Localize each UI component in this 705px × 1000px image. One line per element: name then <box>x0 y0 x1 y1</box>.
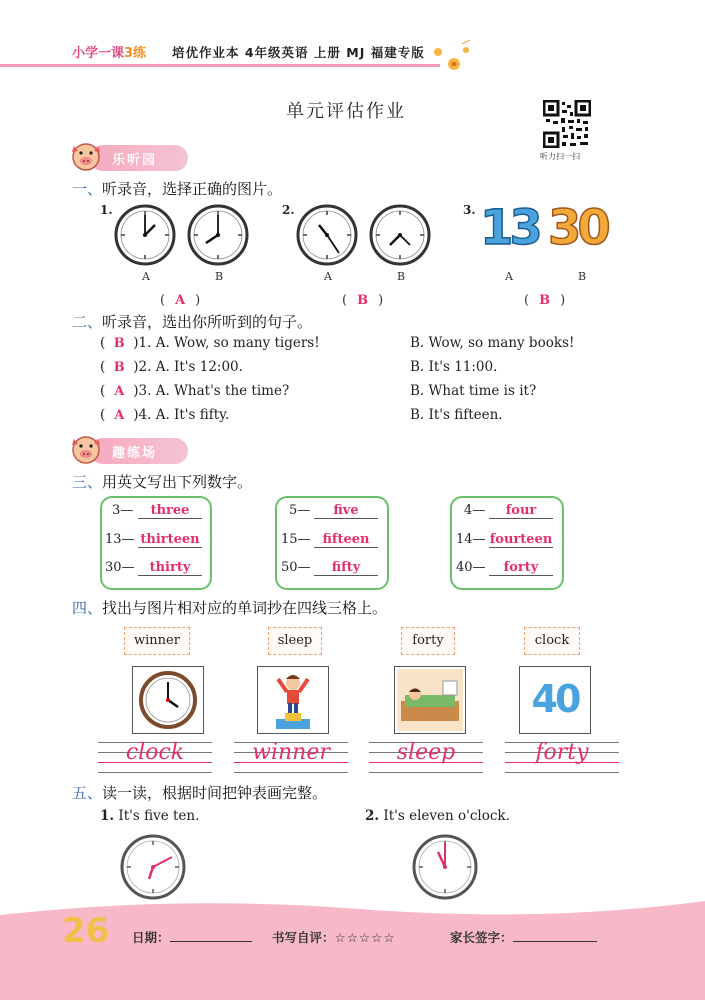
writing-label: 书写自评： <box>272 930 335 945</box>
date-label: 日期： <box>132 930 170 945</box>
section2-num: 二、 <box>72 313 103 331</box>
s1-q1-option-b: B <box>215 270 224 283</box>
s1-q1-option-a: A <box>142 270 150 283</box>
writing-self-eval <box>272 928 396 946</box>
picture-forty <box>519 666 591 734</box>
num-label: 15— <box>281 532 311 547</box>
num-answer[interactable]: three <box>138 503 202 519</box>
s5-item-2-text: It's eleven o'clock. <box>383 808 510 824</box>
s1-q1-answer-blank[interactable] <box>160 289 200 308</box>
s5-item-2-label: 2. <box>365 808 380 824</box>
s2-q1-answer[interactable]: B <box>113 336 125 351</box>
s2-q4-option-b: B. It's fifteen. <box>410 407 503 423</box>
num-label: 5— <box>289 503 311 518</box>
handwritten-answer: winner <box>252 740 330 765</box>
paren-open: ( <box>100 335 106 351</box>
clock-drawing-2[interactable] <box>410 832 480 902</box>
four-line-grid-1[interactable] <box>98 742 212 772</box>
banner-listening-label: 乐听园 <box>112 153 158 168</box>
s1-q3-answer: B <box>539 293 551 308</box>
handwritten-answer: sleep <box>396 740 456 765</box>
forty-badge <box>520 667 590 731</box>
flower-decoration-icon <box>424 40 474 74</box>
s1-q2-answer: B <box>357 293 369 308</box>
s2-q3-option-a: )3. A. What's the time? <box>133 383 290 399</box>
num-answer[interactable]: fifteen <box>314 532 378 548</box>
section1-heading <box>72 178 282 199</box>
sleeping-boy-icon <box>395 667 465 733</box>
section4-text: 找出与图片相对应的单词抄在四线三格上。 <box>102 599 388 617</box>
pig-mascot-icon <box>68 431 104 467</box>
section5-text: 读一读，根据时间把钟表画完整。 <box>102 784 328 802</box>
num-label: 40— <box>456 560 486 575</box>
s2-row-2 <box>100 359 243 375</box>
num-answer[interactable]: fourteen <box>489 532 553 547</box>
section4-num: 四、 <box>72 599 103 617</box>
clock-icon <box>186 203 250 267</box>
s1-q1-answer: A <box>175 293 186 308</box>
s5-item-1-label: 1. <box>100 808 115 824</box>
four-line-grid-3[interactable] <box>369 742 483 772</box>
num-answer[interactable]: five <box>314 503 378 519</box>
clock-icon <box>113 203 177 267</box>
s2-q4-option-a: )4. A. It's fifty. <box>133 407 230 423</box>
s5-item-1 <box>100 808 199 824</box>
num-answer[interactable]: fifty <box>314 560 378 576</box>
s2-q1-option-a: )1. A. Wow, so many tigers! <box>133 335 320 351</box>
s1-q1-label: 1. <box>100 203 113 217</box>
picture-sleep <box>394 666 466 734</box>
s2-row-4 <box>100 407 229 423</box>
paren-open: ( <box>100 383 106 399</box>
paren-open: ( <box>160 293 166 308</box>
parent-signature-field[interactable] <box>450 928 597 946</box>
s1-q3-option-b: B <box>578 270 587 283</box>
paren-close: ) <box>378 293 384 308</box>
brand-part1: 小学一课 <box>72 46 125 61</box>
s2-q4-answer[interactable]: A <box>114 408 125 423</box>
number-13-picture: 13 <box>480 200 539 256</box>
section2-text: 听录音，选出你所听到的句子。 <box>102 313 313 331</box>
section4-heading <box>72 597 387 618</box>
num-label: 13— <box>105 532 135 547</box>
clock-icon <box>368 203 432 267</box>
word-card-winner: winner <box>124 627 190 655</box>
clock-icon <box>295 203 359 267</box>
s5-item-1-text: It's five ten. <box>118 808 200 824</box>
s1-q3-option-a: A <box>505 270 513 283</box>
paren-close: ) <box>560 293 566 308</box>
four-line-grid-4[interactable] <box>505 742 619 772</box>
num-answer[interactable]: forty <box>489 560 553 576</box>
s1-q3-answer-blank[interactable] <box>524 289 565 308</box>
picture-clock <box>132 666 204 734</box>
handwritten-answer: clock <box>125 740 185 765</box>
section5-heading <box>72 782 327 803</box>
num-label: 14— <box>456 532 486 547</box>
s2-q2-answer[interactable]: B <box>113 360 125 375</box>
s2-q2-option-a: )2. A. It's 12:00. <box>133 359 243 375</box>
s2-q1-option-b: B. Wow, so many books! <box>410 335 575 351</box>
paren-open: ( <box>100 407 106 423</box>
brand-logo <box>72 42 146 61</box>
s2-q2-option-b: B. It's 11:00. <box>410 359 498 375</box>
rating-stars-icon[interactable]: ☆☆☆☆☆ <box>334 930 396 945</box>
num-answer[interactable]: thirteen <box>138 532 202 548</box>
s1-q2-label: 2. <box>282 203 295 217</box>
banner-practice-label: 趣练场 <box>112 446 158 461</box>
picture-winner <box>257 666 329 734</box>
s2-q3-option-b: B. What time is it? <box>410 383 537 399</box>
section2-heading <box>72 311 312 332</box>
paren-open: ( <box>524 293 530 308</box>
num-label: 30— <box>105 560 135 575</box>
num-label: 3— <box>112 503 134 518</box>
handwritten-answer: forty <box>535 740 589 765</box>
word-card-clock: clock <box>524 627 580 655</box>
forty-digits: 40 <box>531 677 579 721</box>
brand-part2: 3练 <box>124 46 147 61</box>
qr-caption: 听力扫一扫 <box>540 152 580 161</box>
section1-text: 听录音，选择正确的图片。 <box>102 180 283 198</box>
word-card-sleep: sleep <box>268 627 322 655</box>
num-answer[interactable]: four <box>489 503 553 519</box>
num-answer[interactable]: thirty <box>138 560 202 576</box>
header-divider <box>0 64 440 67</box>
num-label: 4— <box>464 503 486 518</box>
winner-boy-icon <box>258 667 328 733</box>
paren-close: ) <box>195 293 201 308</box>
section5-num: 五、 <box>72 784 103 802</box>
page-number: 26 <box>62 911 110 951</box>
s2-row-3 <box>100 383 289 399</box>
section3-num: 三、 <box>72 473 103 491</box>
s2-q3-answer[interactable]: A <box>114 384 125 399</box>
parent-label: 家长签字： <box>450 930 513 945</box>
header-title: 培优作业本 4年级英语 上册 MJ 福建专版 <box>172 45 425 60</box>
s5-item-2 <box>365 808 510 824</box>
number-30-picture: 30 <box>548 200 607 256</box>
section3-text: 用英文写出下列数字。 <box>102 473 253 491</box>
four-line-grid-2[interactable] <box>234 742 348 772</box>
pig-mascot-icon <box>68 138 104 174</box>
s1-q2-option-a: A <box>324 270 332 283</box>
clock-drawing-1[interactable] <box>118 832 188 902</box>
word-card-forty: forty <box>401 627 455 655</box>
s1-q2-option-b: B <box>397 270 406 283</box>
paren-open: ( <box>342 293 348 308</box>
s1-q2-answer-blank[interactable] <box>342 289 383 308</box>
s2-row-1 <box>100 335 320 351</box>
section3-heading <box>72 471 252 492</box>
section1-num: 一、 <box>72 180 103 198</box>
qr-code-icon[interactable] <box>543 100 591 148</box>
num-label: 50— <box>281 560 311 575</box>
date-field[interactable] <box>132 928 252 946</box>
s1-q3-label: 3. <box>463 203 476 217</box>
paren-open: ( <box>100 359 106 375</box>
clock-icon <box>133 667 203 733</box>
page-title: 单元评估作业 <box>286 101 406 122</box>
